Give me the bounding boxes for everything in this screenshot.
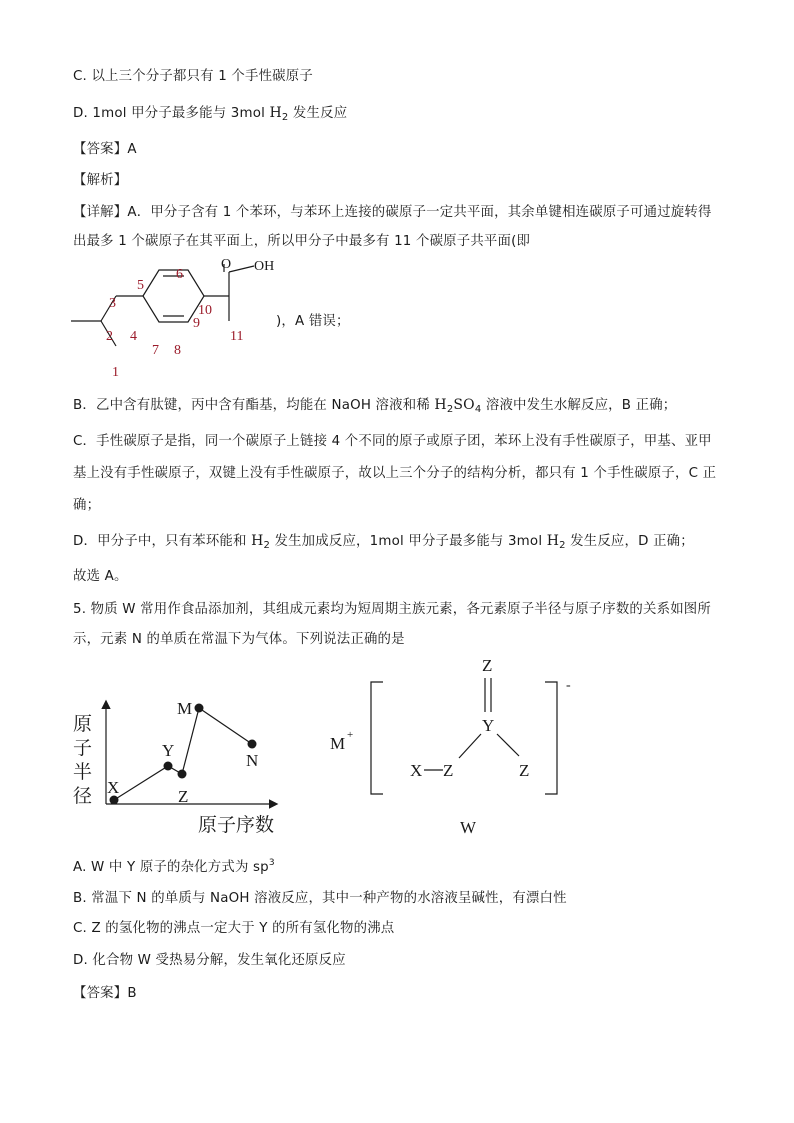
cation-charge: + [347,729,354,741]
point-m [195,704,204,713]
q4-detail-c-line2: 基上没有手性碳原子，双键上没有手性碳原子，故以上三个分子的结构分析，都只有 1 个手性碳原子，C 正 [73,466,717,481]
h2-formula: H [546,533,560,549]
h2-formula: H [269,105,282,121]
q4-option-d-text: D. 1mol 甲分子最多能与 3mol [73,106,270,121]
sulfuric-acid-sub2: 4 [474,404,482,415]
oxygen-label: O [221,258,232,272]
point-label-m: M [177,699,193,718]
q4-option-c: C. 以上三个分子都只有 1 个手性碳原子 [73,69,313,84]
left-bracket [371,682,383,794]
q5-answer: 【答案】B [73,986,137,1001]
h2-subscript: 2 [263,540,271,551]
atom-z-left: Z [443,761,454,780]
q5-option-b: B. 常温下 N 的单质与 NaOH 溶液反应，其中一种产物的水溶液呈碱性，有漂白性 [73,891,567,906]
carbon-label-5: 5 [137,278,144,293]
point-label-n: N [246,751,259,770]
q4-option-d [73,103,347,128]
atom-z-top: Z [482,656,493,675]
point-label-y: Y [162,741,175,760]
cation-m: M [330,734,346,753]
carbon-label-6: 6 [176,267,183,282]
radius-graph [70,690,290,840]
q4-analysis-heading: 【解析】 [73,173,128,188]
q4-detail-d-text: D．甲分子中，只有苯环能和 [73,534,252,549]
q5-option-d: D. 化合物 W 受热易分解，发生氧化还原反应 [73,953,346,968]
sulfuric-acid-h: H [434,397,447,413]
carbon-label-8: 8 [174,343,181,358]
q4-option-d-end: 发生反应 [288,106,348,121]
h2-subscript: 2 [281,112,289,123]
atom-z-right: Z [519,761,530,780]
q4-detail-a-line1: 【详解】A．甲分子含有 1 个苯环，与苯环上连接的碳原子一定共平面，其余单键相连碳原子可通过旋转得 [73,205,712,220]
q4-detail-d-mid: 发生加成反应，1mol 甲分子最多能与 3mol [270,534,547,549]
carbon-label-9: 9 [193,316,200,331]
q4-answer: 【答案】A [73,142,137,157]
q4-detail-b-text: B．乙中含有肽键，丙中含有酯基，均能在 NaOH 溶液和稀 [73,398,435,413]
carbon-label-10: 10 [198,303,212,318]
x-axis-label: 原子序数 [198,815,275,836]
q4-detail-a-line2: 出最多 1 个碳原子在其平面上，所以甲分子中最多有 11 个碳原子共平面(即 [73,234,531,249]
q5-option-c: C. Z 的氢化物的沸点一定大于 Y 的所有氢化物的沸点 [73,921,395,936]
h2-formula: H [251,533,264,549]
q4-conclusion: 故选 A。 [73,569,128,584]
q5-stem-line2: 示，元素 N 的单质在常温下为气体。下列说法正确的是 [73,632,405,647]
q4-detail-d-end: 发生反应，D 正确； [565,534,694,549]
atom-x: X [410,761,423,780]
point-y [164,762,173,771]
carbon-label-3: 3 [109,296,116,311]
hydroxyl-label: OH [254,259,275,274]
q4-detail-c-line1: C．手性碳原子是指，同一个碳原子上链接 4 个不同的原子或原子团，苯环上没有手性碳原子，甲基、亚甲 [73,434,712,449]
q4-detail-d [73,531,694,556]
q4-detail-a-end: )，A 错误； [276,314,350,329]
carbon-label-4: 4 [130,329,137,344]
q5-option-a-text: A. W 中 Y 原子的杂化方式为 sp [73,860,269,875]
ibuprofen-structure [66,258,286,382]
y-axis-label-char-1: 原 [73,714,93,735]
q5-stem-line1: 5. 物质 W 常用作食品添加剂，其组成元素均为短周期主族元素，各元素原子半径与原子序数的关系如图所 [73,602,711,617]
atom-y: Y [482,716,495,735]
q4-detail-b [73,395,676,420]
anion-charge: - [566,678,571,693]
q5-option-a [73,853,275,878]
compound-w-structure [325,652,585,840]
q4-detail-b-end: 溶液中发生水解反应，B 正确； [481,398,677,413]
point-label-z: Z [178,787,189,806]
point-z [178,770,187,779]
carbon-label-1: 1 [112,365,119,380]
sulfuric-acid-so: SO [453,397,475,413]
right-bracket [545,682,557,794]
carbon-label-7: 7 [152,343,159,358]
q4-detail-c-line3: 确； [73,498,101,513]
sulfuric-acid-sub1: 2 [446,404,454,415]
y-axis-label-char-4: 径 [73,786,93,807]
h2-subscript: 2 [559,540,566,551]
y-axis-label-char-3: 半 [73,762,93,783]
point-label-x: X [107,778,120,797]
structure-caption: W [460,818,477,837]
y-axis-label-char-2: 子 [73,738,93,759]
point-n [248,740,257,749]
carbon-label-11: 11 [230,329,244,344]
sp3-superscript: 3 [268,858,275,868]
carbon-label-2: 2 [106,329,113,344]
